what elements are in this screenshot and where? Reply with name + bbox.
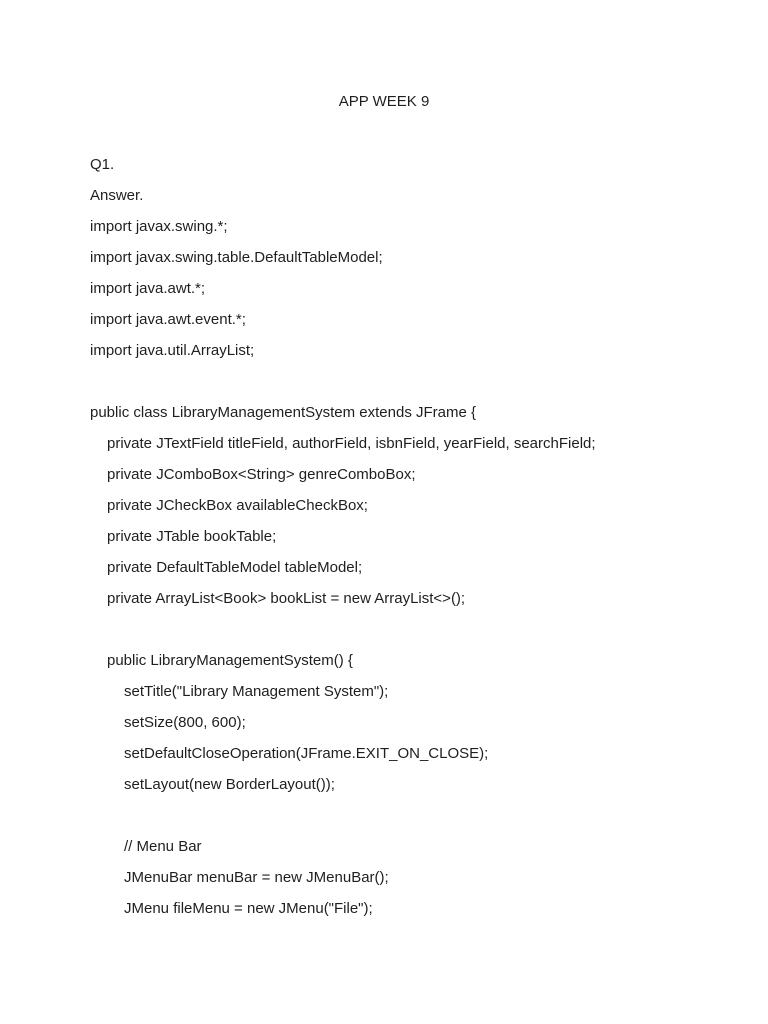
code-line: JMenu fileMenu = new JMenu("File"); [124, 900, 373, 917]
code-line: private JTable bookTable; [107, 528, 277, 545]
code-line: private ArrayList<Book> bookList = new ArrayList<>(); [107, 590, 466, 607]
code-line: setTitle("Library Management System"); [124, 683, 389, 700]
code-line: setSize(800, 600); [124, 714, 246, 731]
code-line: setDefaultCloseOperation(JFrame.EXIT_ON_CLOSE); [124, 745, 489, 762]
code-line: private DefaultTableModel tableModel; [107, 559, 363, 576]
code-line: import java.awt.*; [90, 280, 206, 297]
code-line: import java.awt.event.*; [90, 311, 246, 328]
code-line: JMenuBar menuBar = new JMenuBar(); [124, 869, 389, 886]
code-line: private JComboBox<String> genreComboBox; [107, 466, 416, 483]
code-line: private JCheckBox availableCheckBox; [107, 497, 368, 514]
code-line: private JTextField titleField, authorField, isbnField, yearField, searchField; [107, 435, 596, 452]
code-comment: // Menu Bar [124, 838, 202, 855]
question-label: Q1. [90, 156, 115, 173]
code-line: import javax.swing.*; [90, 218, 228, 235]
code-line: setLayout(new BorderLayout()); [124, 776, 335, 793]
code-line: public class LibraryManagementSystem extends JFrame { [90, 404, 477, 421]
code-line: import javax.swing.table.DefaultTableModel; [90, 249, 383, 266]
code-line: public LibraryManagementSystem() { [107, 652, 353, 669]
code-line: import java.util.ArrayList; [90, 342, 255, 359]
answer-label: Answer. [90, 187, 144, 204]
document-title: APP WEEK 9 [338, 93, 430, 110]
